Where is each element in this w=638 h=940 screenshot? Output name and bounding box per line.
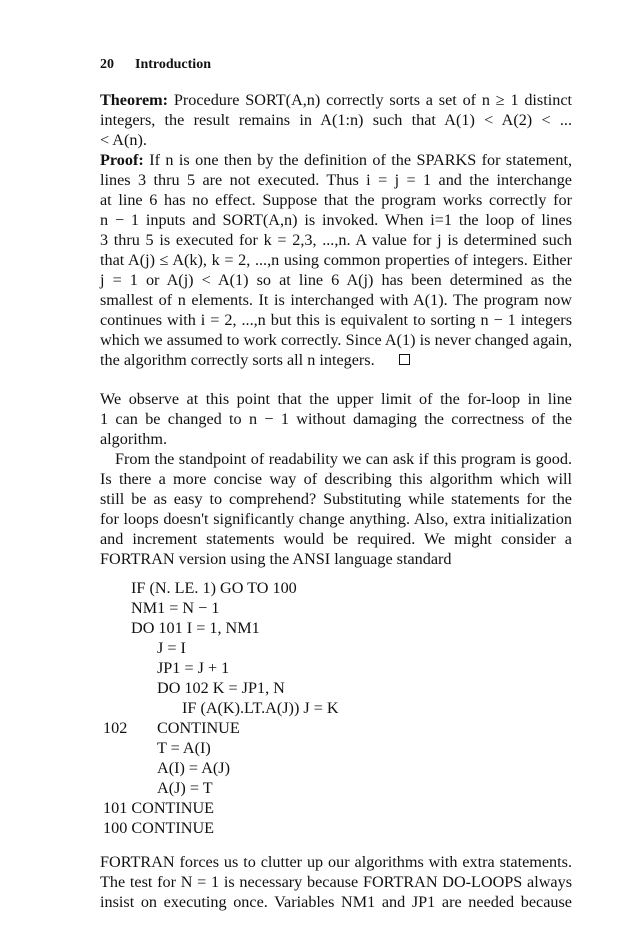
proof-line-9: continues with i = 2, ...,n but this is equivalent to sorting n − 1 integers (100, 311, 572, 329)
proof-line-5: 3 thru 5 is executed for k = 2,3, ...,n. A value for j is determined such (100, 231, 572, 249)
para1-line-1: We observe at this point that the upper limit of the for-loop in line (100, 390, 572, 408)
proof-label: Proof: (100, 151, 144, 169)
para1-line-2: 1 can be changed to n − 1 without damaging the correctness of the (100, 410, 572, 428)
code-line-9: T = A(I) (157, 739, 211, 757)
code-line-11: A(J) = T (157, 779, 213, 797)
theorem-line-2: integers, the result remains in A(1:n) such that A(1) < A(2) < ... (100, 111, 572, 129)
para2-line-3: still be as easy to comprehend? Substituting while statements for the (100, 490, 572, 508)
code-line-6: DO 102 K = JP1, N (157, 679, 285, 697)
code-line-2: NM1 = N − 1 (131, 599, 220, 617)
code-line-5: JP1 = J + 1 (157, 659, 230, 677)
code-line-3: DO 101 I = 1, NM1 (131, 619, 260, 637)
theorem-label: Theorem: (100, 91, 169, 109)
code-line-12: 101 CONTINUE (103, 799, 215, 817)
para3-line-1: FORTRAN forces us to clutter up our algorithms with extra statements. (100, 853, 572, 871)
para2-line-6: FORTRAN version using the ANSI language standard (100, 550, 452, 568)
para2-line-5: and increment statements would be required. We might consider a (100, 530, 572, 548)
code-line-4: J = I (157, 639, 186, 657)
proof-line-6: that A(j) ≤ A(k), k = 2, ...,n using common properties of integers. Either (100, 251, 572, 269)
proof-text-11: the algorithm correctly sorts all n integers. (100, 351, 375, 369)
code-line-8: CONTINUE (157, 719, 240, 737)
proof-line-4: n − 1 inputs and SORT(A,n) is invoked. When i=1 the loop of lines (100, 211, 572, 229)
proof-line-11 (100, 350, 572, 370)
qed-square-icon (399, 354, 410, 365)
proof-text-1: If n is one then by the definition of the SPARKS for statement, (149, 151, 573, 169)
code-line-10: A(I) = A(J) (157, 759, 230, 777)
proof-line-10: which we assumed to work correctly. Since A(1) is never changed again, (100, 331, 572, 349)
para3-line-3: insist on executing once. Variables NM1 and JP1 are needed because (100, 893, 572, 911)
proof-line-8: smallest of n elements. It is interchanged with A(1). The program now (100, 291, 572, 309)
para2-line-2: Is there a more concise way of describing this algorithm which will (100, 470, 572, 488)
theorem-text-1: Procedure SORT(A,n) correctly sorts a set of n ≥ 1 distinct (173, 91, 573, 109)
para3-line-2: The test for N = 1 is necessary because FORTRAN DO-LOOPS always (100, 873, 572, 891)
code-line-7: IF (A(K).LT.A(J)) J = K (182, 699, 339, 717)
code-label-102: 102 (103, 719, 128, 737)
theorem-line-3: < A(n). (100, 131, 147, 149)
code-line-13: 100 CONTINUE (103, 819, 215, 837)
proof-line-3: at line 6 has no effect. Suppose that the program works correctly for (100, 191, 572, 209)
para1-line-3: algorithm. (100, 430, 167, 448)
proof-line-1 (100, 150, 572, 170)
para2-line-4: for loops doesn't significantly change anything. Also, extra initialization (100, 510, 572, 528)
proof-line-2: lines 3 thru 5 are not executed. Thus i = j = 1 and the interchange (100, 171, 572, 189)
para2-line-1: From the standpoint of readability we can ask if this program is good. (115, 450, 572, 468)
proof-line-7: j = 1 or A(j) < A(1) so at line 6 A(j) has been determined as the (100, 271, 572, 289)
running-header (100, 57, 211, 73)
code-line-1: IF (N. LE. 1) GO TO 100 (131, 579, 297, 597)
chapter-title: Introduction (135, 57, 211, 72)
theorem-line-1 (100, 90, 572, 110)
page-number: 20 (100, 57, 114, 72)
